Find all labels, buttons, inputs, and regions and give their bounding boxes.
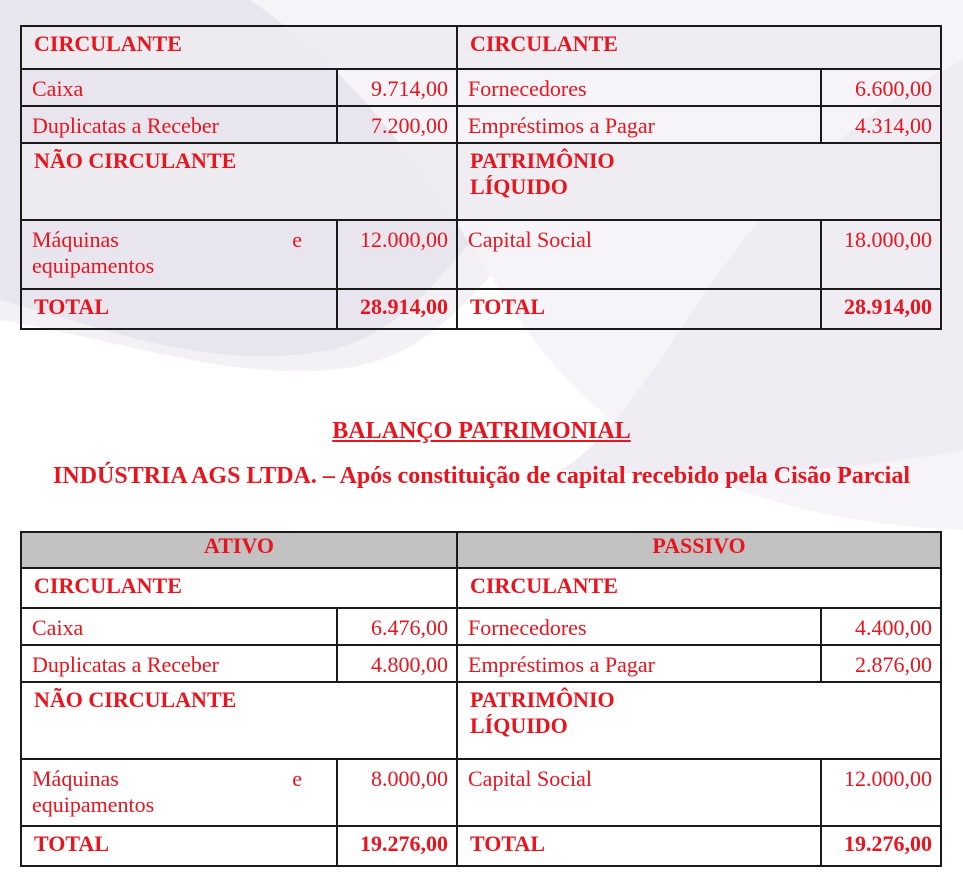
passivo-fornecedores-label: Fornecedores <box>457 69 821 106</box>
maquinas-word: Máquinas <box>32 766 119 791</box>
ativo-total-label: TOTAL <box>21 289 337 329</box>
passivo-emprestimos-label: Empréstimos a Pagar <box>457 106 821 143</box>
passivo-header: PASSIVO <box>457 532 941 568</box>
pl-line-2: LÍQUIDO <box>470 713 568 738</box>
ativo-caixa-value: 9.714,00 <box>337 69 457 106</box>
ativo-duplicatas-value: 4.800,00 <box>337 645 457 682</box>
passivo-emprestimos-value: 4.314,00 <box>821 106 941 143</box>
ativo-circulante-heading: CIRCULANTE <box>21 568 457 608</box>
ativo-header: ATIVO <box>21 532 457 568</box>
page-subtitle <box>0 460 963 492</box>
passivo-total-value: 28.914,00 <box>821 289 941 329</box>
passivo-total-value: 19.276,00 <box>821 826 941 866</box>
ativo-caixa-label: Caixa <box>21 69 337 106</box>
passivo-pl-heading <box>457 143 941 220</box>
passivo-fornecedores-value: 6.600,00 <box>821 69 941 106</box>
maquinas-word-2: equipamentos <box>32 792 155 817</box>
ativo-caixa-value: 6.476,00 <box>337 608 457 645</box>
ativo-nao-circulante-heading: NÃO CIRCULANTE <box>21 143 457 220</box>
passivo-total-label: TOTAL <box>457 826 821 866</box>
passivo-fornecedores-label: Fornecedores <box>457 608 821 645</box>
ativo-total-value: 19.276,00 <box>337 826 457 866</box>
page-title: BALANÇO PATRIMONIAL <box>332 418 631 444</box>
maquinas-word: Máquinas <box>32 227 119 252</box>
ativo-duplicatas-value: 7.200,00 <box>337 106 457 143</box>
ativo-maquinas-value: 12.000,00 <box>337 220 457 289</box>
passivo-pl-heading <box>457 682 941 759</box>
maquinas-e: e <box>292 766 302 791</box>
ativo-maquinas-value: 8.000,00 <box>337 759 457 826</box>
ativo-duplicatas-label: Duplicatas a Receber <box>21 106 337 143</box>
pl-line-2: LÍQUIDO <box>470 174 568 199</box>
passivo-capital-label: Capital Social <box>457 759 821 826</box>
subtitle-text: INDÚSTRIA AGS LTDA. – Após constituição de capital recebido pela Cisão Parcial <box>53 463 910 489</box>
ativo-circulante-heading: CIRCULANTE <box>21 26 457 69</box>
ativo-total-value: 28.914,00 <box>337 289 457 329</box>
balance-table-after <box>20 531 942 867</box>
ativo-total-label: TOTAL <box>21 826 337 866</box>
maquinas-e: e <box>292 227 302 252</box>
passivo-circulante-heading: CIRCULANTE <box>457 568 941 608</box>
passivo-capital-value: 18.000,00 <box>821 220 941 289</box>
passivo-total-label: TOTAL <box>457 289 821 329</box>
ativo-caixa-label: Caixa <box>21 608 337 645</box>
passivo-emprestimos-value: 2.876,00 <box>821 645 941 682</box>
passivo-fornecedores-value: 4.400,00 <box>821 608 941 645</box>
ativo-maquinas-label <box>21 220 337 289</box>
balance-table-before <box>20 25 942 330</box>
passivo-capital-value: 12.000,00 <box>821 759 941 826</box>
pl-line-1: PATRIMÔNIO <box>470 148 615 173</box>
passivo-circulante-heading: CIRCULANTE <box>457 26 941 69</box>
ativo-nao-circulante-heading: NÃO CIRCULANTE <box>21 682 457 759</box>
ativo-maquinas-label <box>21 759 337 826</box>
pl-line-1: PATRIMÔNIO <box>470 687 615 712</box>
maquinas-word-2: equipamentos <box>32 253 155 278</box>
passivo-emprestimos-label: Empréstimos a Pagar <box>457 645 821 682</box>
passivo-capital-label: Capital Social <box>457 220 821 289</box>
ativo-duplicatas-label: Duplicatas a Receber <box>21 645 337 682</box>
